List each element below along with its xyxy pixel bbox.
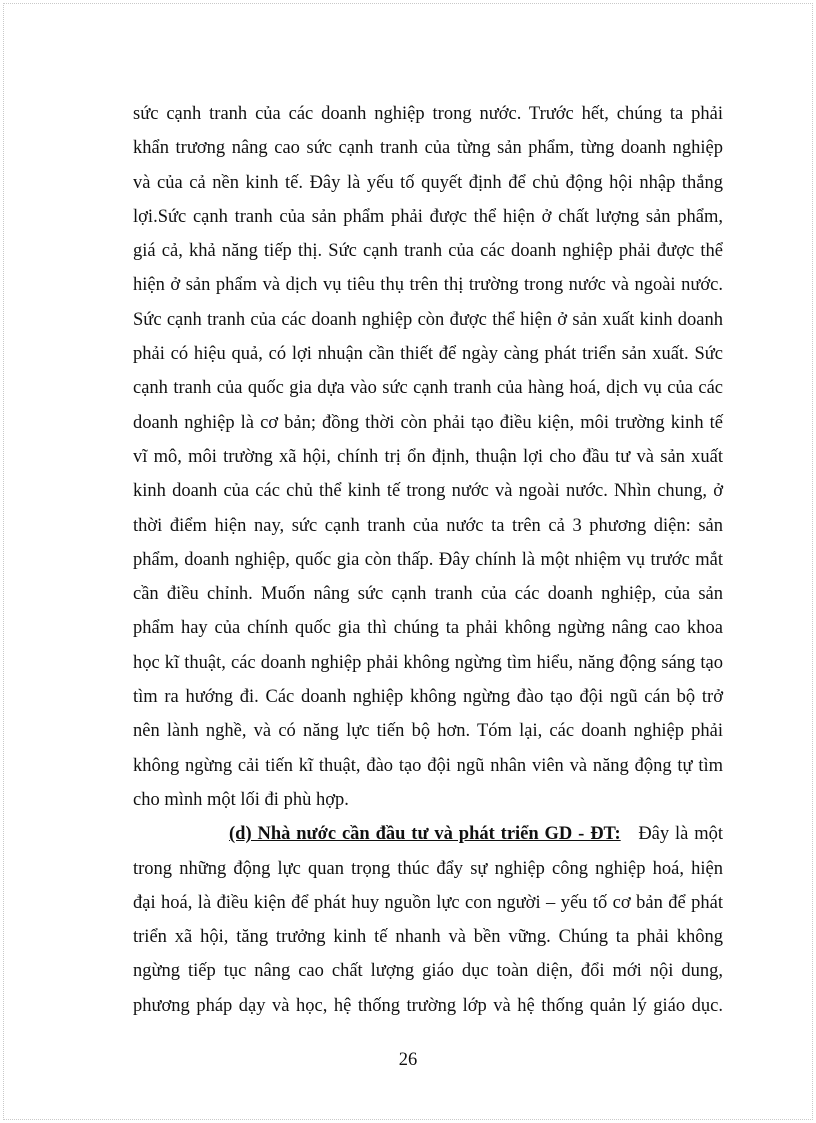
text-line: ngừng tiếp tục nâng cao chất lượng giáo dục toàn diện, đổi mới nội dung, xyxy=(133,961,723,982)
text-line: giá cả, khả năng tiếp thị. Sức cạnh tranh của các doanh nghiệp phải được thể xyxy=(133,241,723,262)
section-first-line-text: Đây là một xyxy=(638,824,724,845)
section-heading-line xyxy=(133,817,723,851)
text-line: và của cả nền kinh tế. Đây là yếu tố quyết định để chủ động hội nhập thắng xyxy=(133,172,723,193)
text-line: doanh nghiệp là cơ bản; đồng thời còn phải tạo điều kiện, môi trường kinh tế xyxy=(133,412,723,433)
text-line: phẩm, doanh nghiệp, quốc gia còn thấp. Đây chính là một nhiệm vụ trước mắt xyxy=(133,549,723,570)
text-line: cho mình một lối đi phù hợp. xyxy=(133,789,349,810)
text-line: phẩm hay của chính quốc gia thì chúng ta phải không ngừng nâng cao khoa xyxy=(133,618,723,639)
text-line: thời điểm hiện nay, sức cạnh tranh của nước ta trên cả 3 phương diện: sản xyxy=(133,515,723,536)
text-line: nên lành nghề, và có năng lực tiến bộ hơn. Tóm lại, các doanh nghiệp phải xyxy=(133,721,723,742)
text-line: vĩ mô, môi trường xã hội, chính trị ổn định, thuận lợi cho đầu tư và sản xuất xyxy=(133,446,723,467)
text-line: hiện ở sản phẩm và dịch vụ tiêu thụ trên thị trường trong nước và ngoài nước. xyxy=(133,275,723,296)
text-line: sức cạnh tranh của các doanh nghiệp trong nước. Trước hết, chúng ta phải xyxy=(133,104,723,124)
text-line: không ngừng cải tiến kĩ thuật, đào tạo đội ngũ nhân viên và năng động tự tìm xyxy=(133,755,723,776)
text-line: tìm ra hướng đi. Các doanh nghiệp không ngừng đào tạo đội ngũ cán bộ trở xyxy=(133,687,723,708)
text-line: phương pháp dạy và học, hệ thống trường lớp và hệ thống quản lý giáo dục. xyxy=(133,995,723,1016)
text-line: học kĩ thuật, các doanh nghiệp phải không ngừng tìm hiểu, năng động sáng tạo xyxy=(133,652,723,673)
text-line: lợi.Sức cạnh tranh của sản phẩm phải được thể hiện ở chất lượng sản phẩm, xyxy=(133,206,723,227)
text-line: phải có hiệu quả, có lợi nhuận cần thiết để ngày càng phát triển sản xuất. Sức xyxy=(133,344,723,365)
text-line: cần điều chỉnh. Muốn nâng sức cạnh tranh của các doanh nghiệp, của sản xyxy=(133,584,723,605)
text-line: triển xã hội, tăng trưởng kinh tế nhanh và bền vững. Chúng ta phải không xyxy=(133,927,723,948)
page-number: 26 xyxy=(398,1050,418,1070)
text-line: đại hoá, là điều kiện để phát huy nguồn lực con người – yếu tố cơ bản để phát xyxy=(133,892,723,913)
text-line: Sức cạnh tranh của các doanh nghiệp còn được thể hiện ở sản xuất kinh doanh xyxy=(133,309,723,330)
body-text xyxy=(133,97,723,1023)
text-line: trong những động lực quan trọng thúc đẩy sự nghiệp công nghiệp hoá, hiện xyxy=(133,858,723,879)
text-line: kinh doanh của các chủ thể kinh tế trong nước và ngoài nước. Nhìn chung, ở xyxy=(133,481,723,502)
text-line: khẩn trương nâng cao sức cạnh tranh của từng sản phẩm, từng doanh nghiệp xyxy=(133,138,723,159)
section-heading: (d) Nhà nước cần đầu tư và phát triển GD - ĐT: xyxy=(229,824,621,845)
text-line: cạnh tranh của quốc gia dựa vào sức cạnh tranh của hàng hoá, dịch vụ của các xyxy=(133,378,723,399)
